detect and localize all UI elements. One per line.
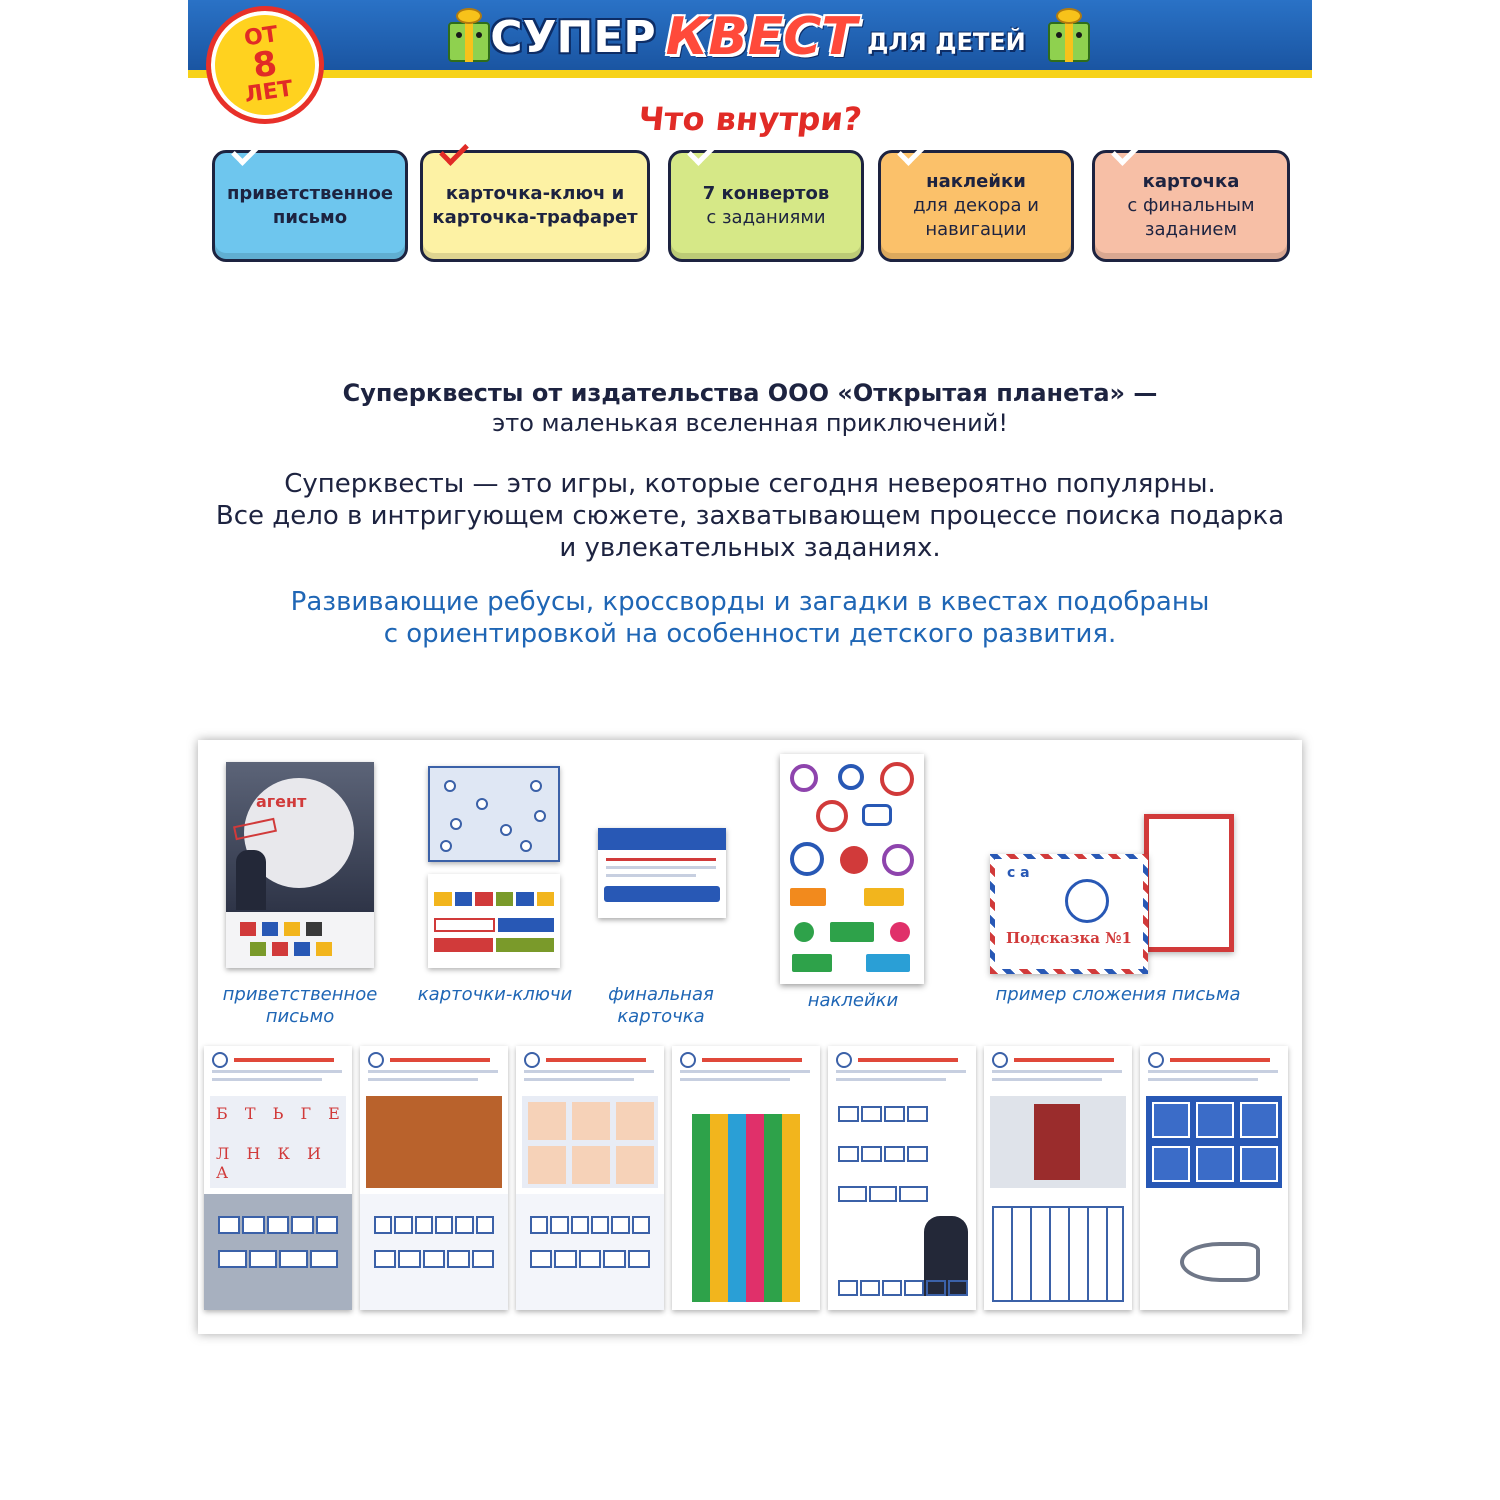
spy-silhouette-icon [236,850,266,910]
envelope-letter-image: с а Подсказка №1 [990,854,1148,974]
development-line-1: Развивающие ребусы, кроссворды и загадки в квестах подобраны [290,587,1210,617]
description-line-1: Суперквесты — это игры, которые сегодня невероятно популярны. [284,469,1216,499]
envelope-label: Подсказка №1 [1006,929,1132,947]
description-line-2: Все дело в интригующем сюжете, захватывающем процессе поиска подарка [215,501,1285,531]
envelope-back-image [1144,814,1234,952]
preview-panel [198,740,1302,1334]
task-card-2 [360,1046,508,1310]
checkmark-icon [439,136,469,166]
development-paragraph [0,586,1500,650]
intro-bold-line: Суперквесты от издательства ООО «Открытая планета» — [342,379,1158,407]
age-years: ЛЕТ [243,76,295,108]
card-bold: приветственное письмо [226,183,394,228]
content-card-envelopes [668,150,864,262]
task-card-4 [672,1046,820,1310]
card-bold: наклейки [926,171,1026,192]
task-card-7 [1140,1046,1288,1310]
caption-welcome-letter: приветственное письмо [222,984,378,1027]
title-kvest: КВЕСТ [665,7,857,67]
description-paragraph [0,468,1500,564]
title-super: СУПЕР [490,11,656,63]
card-text: с заданиями [706,207,826,228]
development-line-2: с ориентировкой на особенности детского развития. [383,619,1117,649]
task-card-1: Б Т Ь Г Е Л Н К И А [204,1046,352,1310]
final-answer-cells [604,886,720,902]
checkmark-icon [687,136,717,166]
content-card-stickers [878,150,1074,262]
task-cards-row [204,1046,1294,1310]
final-card-image [598,828,726,918]
description-line-3: и увлекательных заданиях. [559,533,941,563]
checkmark-icon [897,136,927,166]
card-text: с финальным заданием [1127,195,1255,240]
whats-inside-title: Что внутри? [636,100,864,138]
welcome-letter-image [226,762,374,968]
task-card-5 [828,1046,976,1310]
sticker-sheet-image [780,754,924,984]
content-card-keys [420,150,650,262]
caption-envelope: пример сложения письма [995,984,1241,1005]
card-text: для декора и навигации [913,195,1039,240]
title-for-kids: ДЛЯ ДЕТЕЙ [866,28,1026,56]
key-card-image [428,874,560,968]
caption-final-card: финальная карточка [608,984,714,1027]
card-bold: 7 конвертов [702,183,830,204]
age-from: ОТ [242,22,280,52]
task-card-3 [516,1046,664,1310]
gift-right-icon [1046,8,1092,62]
task-card-6 [984,1046,1132,1310]
card-bold: карточка [1142,171,1240,192]
card-bold: карточка-ключ и карточка-трафарет [432,183,638,228]
header-banner [188,0,1312,78]
caption-key-cards: карточки-ключи [417,984,573,1005]
content-card-final [1092,150,1290,262]
fingerprint-stamp-icon [1065,879,1109,923]
checkmark-icon [1111,136,1141,166]
content-card-letter [212,150,408,262]
key-card-stencil-image [428,766,560,862]
intro-line: это маленькая вселенная приключений! [492,409,1008,437]
caption-stickers: наклейки [807,990,899,1011]
age-number: 8 [250,43,280,87]
intro-paragraph [0,378,1500,438]
letter-heading: агент [256,792,307,811]
contents-cards [212,150,1290,262]
checkmark-icon [231,136,261,166]
brand-title [438,4,1078,70]
key-icon [1180,1242,1260,1282]
